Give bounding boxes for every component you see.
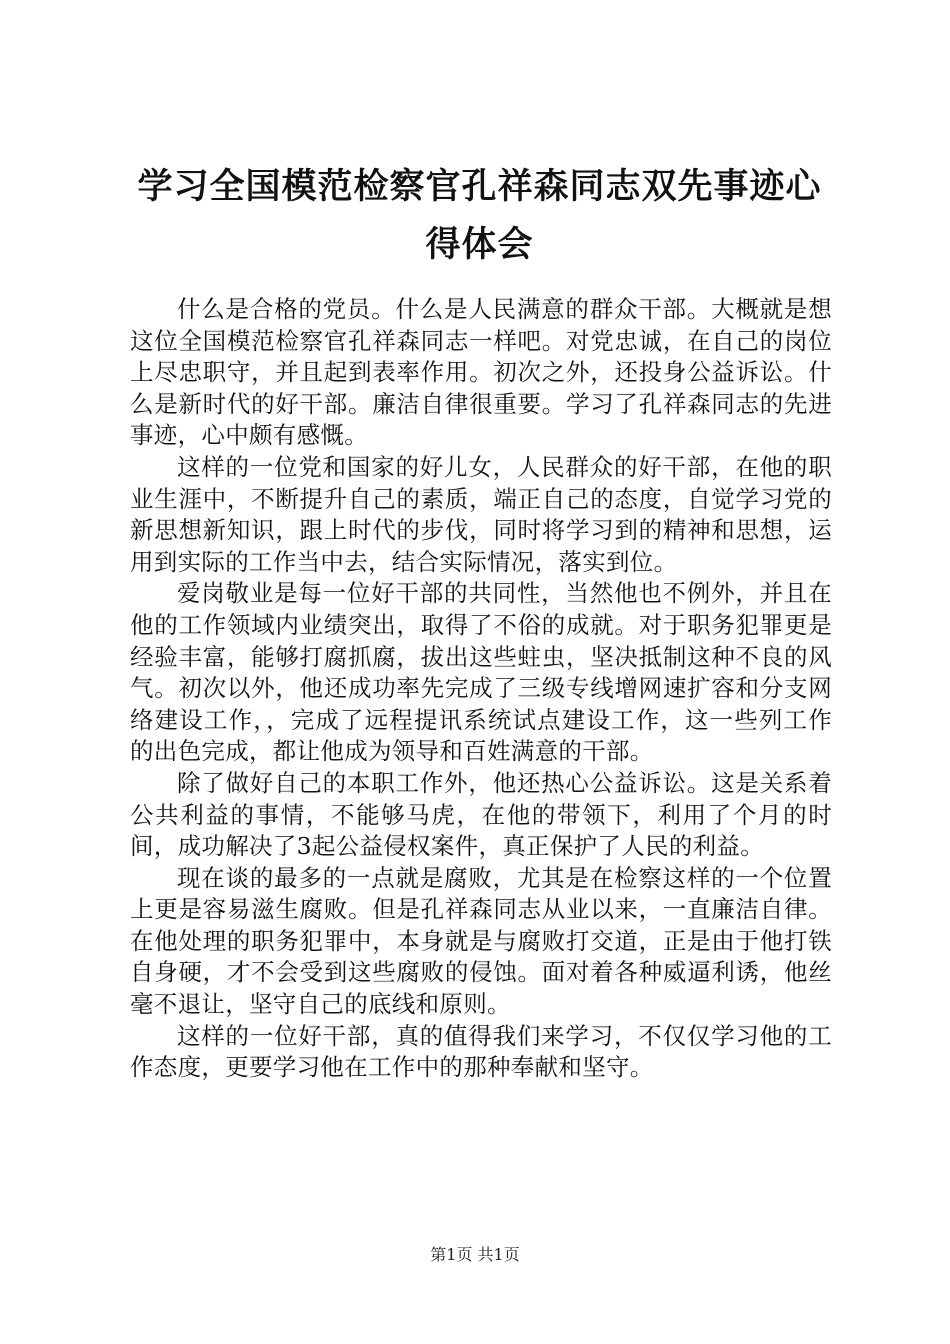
paragraph-2: 这样的一位党和国家的好儿女，人民群众的好干部，在他的职业生涯中，不断提升自己的素质，端正自己的态度，自觉学习党的新思想新知识，跟上时代的步伐，同时将学习到的精神和思想，运用到实际的工作当中去，结合实际情况，落实到位。 [130, 452, 832, 576]
paragraph-3: 爱岗敬业是每一位好干部的共同性，当然他也不例外，并且在他的工作领域内业绩突出，取得了不俗的成就。对于职务犯罪更是经验丰富，能够打腐抓腐，拔出这些蛀虫，坚决抵制这种不良的风气。初次以外，他还成功率先完成了三级专线增网速扩容和分支网络建设工作，，完成了远程提讯系统试点建设工作，这一些列工作的出色完成，都让他成为领导和百姓满意的干部。 [130, 579, 832, 766]
paragraph-6: 这样的一位好干部，真的值得我们来学习，不仅仅学习他的工作态度，更要学习他在工作中的那种奉献和坚守。 [130, 1021, 832, 1082]
page-footer: 第1页 共1页 [430, 1245, 520, 1264]
document-body [130, 294, 832, 1084]
paragraph-1: 什么是合格的党员。什么是人民满意的群众干部。大概就是想这位全国模范检察官孔祥森同志一样吧。对党忠诚，在自己的岗位上尽忠职守，并且起到表率作用。初次之外，还投身公益诉讼。什么是新时代的好干部。廉洁自律很重要。学习了孔祥森同志的先进事迹，心中颇有感慨。 [130, 295, 832, 450]
document-title: 学习全国模范检察官孔祥森同志双先事迹心得体会 [137, 166, 822, 265]
paragraph-5: 现在谈的最多的一点就是腐败，尤其是在检察这样的一个位置上更是容易滋生腐败。但是孔祥森同志从业以来，一直廉洁自律。在他处理的职务犯罪中，本身就是与腐败打交道，正是由于他打铁自身硬，才不会受到这些腐败的侵蚀。面对着各种威逼利诱，他丝毫不退让，坚守自己的底线和原则。 [130, 863, 832, 1019]
paragraph-4: 除了做好自己的本职工作外，他还热心公益诉讼。这是关系着公共利益的事情，不能够马虎，在他的带领下，利用了个月的时间，成功解决了3起公益侵权案件，真正保护了人民的利益。 [130, 768, 832, 861]
